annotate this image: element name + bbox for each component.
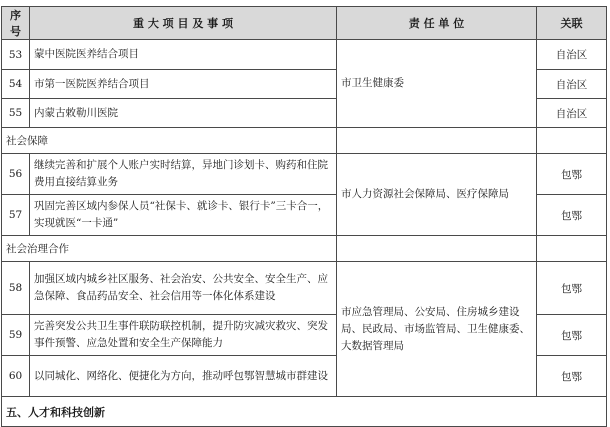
section-row	[2, 236, 607, 262]
row-item: 继续完善和扩展个人账户实时结算，异地门诊划卡、购药和住院费用直接结算业务	[30, 154, 337, 195]
row-number: 56	[2, 154, 30, 195]
row-assoc: 包鄂	[537, 154, 607, 195]
header-item: 重 大 项 目 及 事 项	[30, 7, 337, 40]
project-table	[1, 6, 607, 427]
row-item: 蒙中医院医养结合项目	[30, 40, 337, 70]
header-row	[2, 7, 607, 40]
section-label-talent: 五、人才和科技创新	[2, 397, 607, 427]
row-number: 53	[2, 40, 30, 70]
table-row	[2, 40, 607, 70]
header-assoc: 关联	[537, 7, 607, 40]
row-assoc: 包鄂	[537, 262, 607, 315]
responsible-unit-health: 市卫生健康委	[337, 40, 537, 128]
row-item: 内蒙古敕勒川医院	[30, 99, 337, 128]
row-assoc: 自治区	[537, 40, 607, 70]
row-assoc: 包鄂	[537, 195, 607, 236]
header-unit: 责 任 单 位	[337, 7, 537, 40]
row-item: 以同城化、网络化、便捷化为方向，推动呼包鄂智慧城市群建设	[30, 356, 337, 397]
row-assoc: 自治区	[537, 99, 607, 128]
section-row	[2, 397, 607, 427]
row-number: 55	[2, 99, 30, 128]
table-row	[2, 154, 607, 195]
row-number: 60	[2, 356, 30, 397]
table-row	[2, 262, 607, 315]
row-number: 58	[2, 262, 30, 315]
row-assoc: 包鄂	[537, 356, 607, 397]
row-item: 加强区域内城乡社区服务、社会治安、公共安全、安全生产、应急保障、食品药品安全、社会信用等一体化体系建设	[30, 262, 337, 315]
row-number: 59	[2, 315, 30, 356]
section-label-social-governance: 社会治理合作	[2, 236, 337, 262]
section-row	[2, 128, 607, 154]
row-assoc: 自治区	[537, 70, 607, 99]
row-number: 54	[2, 70, 30, 99]
row-item: 巩固完善区域内参保人员“社保卡、就诊卡、银行卡”三卡合一，实现就医“一卡通”	[30, 195, 337, 236]
row-number: 57	[2, 195, 30, 236]
row-item: 市第一医院医养结合项目	[30, 70, 337, 99]
row-assoc: 包鄂	[537, 315, 607, 356]
responsible-unit-social-security: 市人力资源社会保障局、医疗保障局	[337, 154, 537, 236]
section-label-social-security: 社会保障	[2, 128, 337, 154]
row-item: 完善突发公共卫生事件联防联控机制，提升防灾减灾救灾、突发事件预警、应急处置和安全生产保障能力	[30, 315, 337, 356]
header-no: 序号	[2, 7, 30, 40]
responsible-unit-governance: 市应急管理局、公安局、住房城乡建设局、民政局、市场监管局、卫生健康委、大数据管理局	[337, 262, 537, 397]
